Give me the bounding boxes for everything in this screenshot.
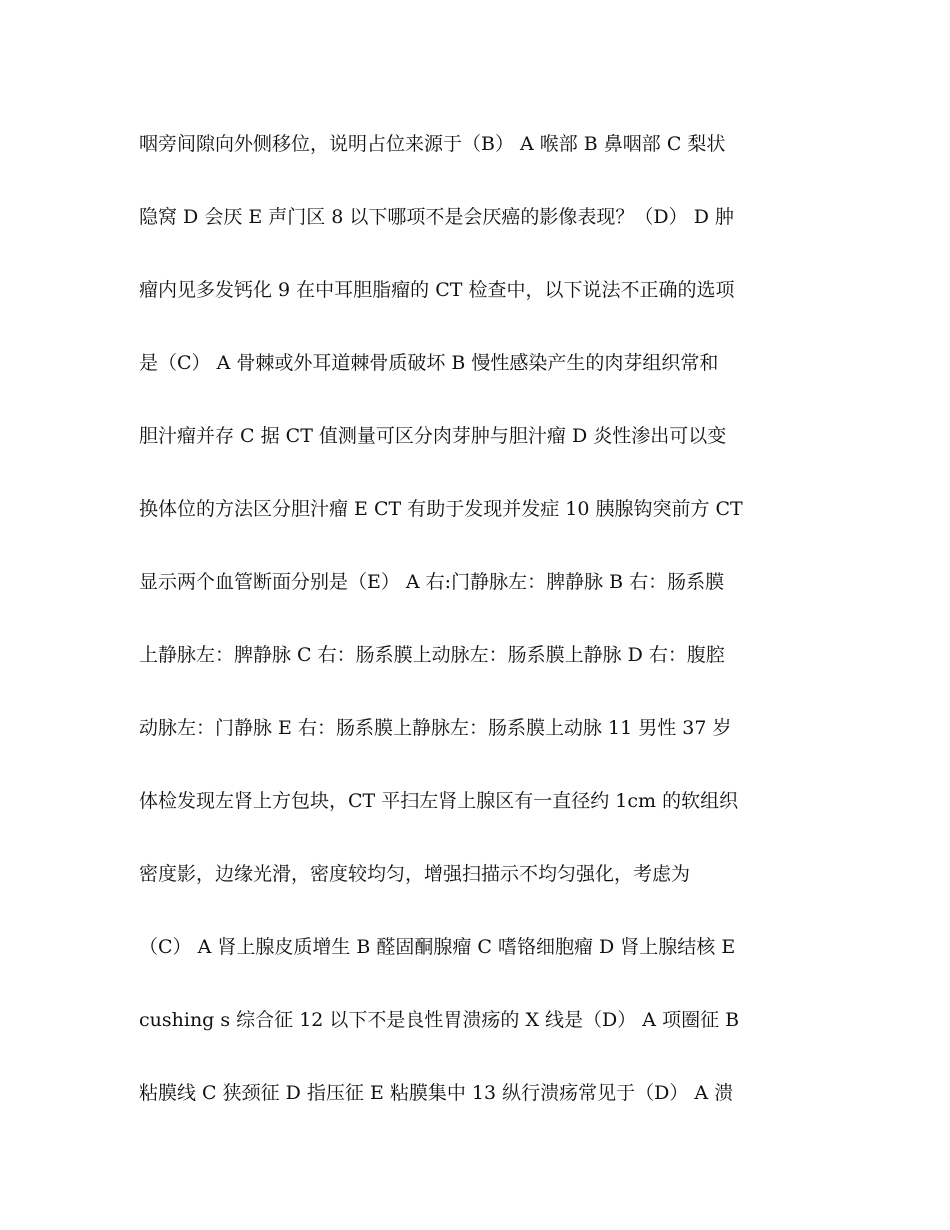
text-line: 是（C） A 骨棘或外耳道棘骨质破坏 B 慢性感染产生的肉芽组织常和 [139,352,719,374]
document-body [139,120,819,1142]
text-line: cushing s 综合征 12 以下不是良性胃溃疡的 X 线是（D） A 项圈征 B [139,1009,740,1031]
text-line: 隐窝 D 会厌 E 声门区 8 以下哪项不是会厌癌的影像表现？（D） D 肿 [139,206,734,228]
text-line: 动脉左：门静脉 E 右：肠系膜上静脉左：肠系膜上动脉 11 男性 37 岁 [139,717,732,739]
text-line: 粘膜线 C 狭颈征 D 指压征 E 粘膜集中 13 纵行溃疡常见于（D） A 溃 [139,1082,734,1104]
text-line: 显示两个血管断面分别是（E） A 右:门静脉左：脾静脉 B 右：肠系膜 [139,571,725,593]
text-line: 密度影，边缘光滑，密度较均匀，增强扫描示不均匀强化，考虑为 [139,863,691,885]
text-line: 上静脉左：脾静脉 C 右：肠系膜上动脉左：肠系膜上静脉 D 右：腹腔 [139,644,725,666]
text-line: 咽旁间隙向外侧移位，说明占位来源于（B） A 喉部 B 鼻咽部 C 梨状 [139,133,726,155]
text-line: 换体位的方法区分胆汁瘤 E CT 有助于发现并发症 10 胰腺钩突前方 CT [139,498,743,520]
text-line: 体检发现左肾上方包块，CT 平扫左肾上腺区有一直径约 1cm 的软组织 [139,790,739,812]
text-line: 瘤内见多发钙化 9 在中耳胆脂瘤的 CT 检查中，以下说法不正确的选项 [139,279,735,301]
text-line: 胆汁瘤并存 C 据 CT 值测量可区分肉芽肿与胆汁瘤 D 炎性渗出可以变 [139,425,727,447]
text-line: （C） A 肾上腺皮质增生 B 醛固酮腺瘤 C 嗜铬细胞瘤 D 肾上腺结核 E [139,936,736,958]
